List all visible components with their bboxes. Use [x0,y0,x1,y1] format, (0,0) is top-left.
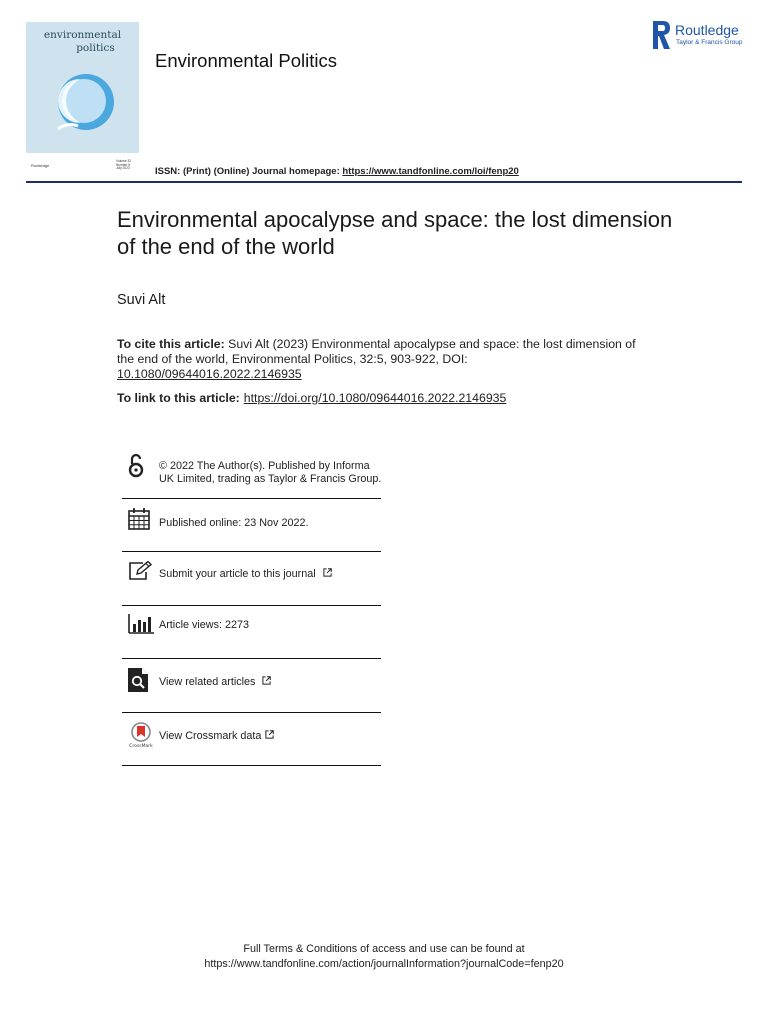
routledge-logo[interactable] [653,21,748,51]
article-title: Environmental apocalypse and space: the lost dimension of the end of the world [117,207,673,259]
cover-artwork [48,74,118,134]
article-views-row [122,606,381,659]
bar-chart-icon [128,614,154,634]
submit-article-label: Submit your article to this journal [159,568,316,580]
crossmark-link[interactable] [159,730,274,743]
article-views: Article views: 2273 [159,619,250,631]
journal-cover [26,22,139,153]
crossmark-row[interactable] [122,713,381,766]
cover-volume-info [116,160,131,171]
license-text: © 2022 The Author(s). Published by Informa UK Limited, trading as Taylor & Francis Group. [159,460,382,485]
edit-icon [128,561,152,581]
cover-title-line2: politics [76,42,115,54]
routledge-r-icon [653,21,671,49]
published-date: Published online: 23 Nov 2022. [159,517,309,529]
cover-title [26,29,139,55]
publisher-name: Routledge [675,22,739,38]
terms-line1: Full Terms & Conditions of access and use can be found at [243,943,525,955]
related-articles-row[interactable] [122,659,381,713]
open-access-icon [128,453,144,479]
issn-line [155,166,519,177]
submit-article-row[interactable] [122,552,381,606]
cover-title-line1: environmental [43,29,122,41]
cite-text: Suvi Alt (2023) Environmental apocalypse and space: the lost dimension of the end of the world, Environmental Politics, 32:5, 903-922, DOI: [117,337,636,366]
link-label: To link to this article: [117,391,240,405]
license-row[interactable] [122,451,381,499]
crossmark-icon [128,722,154,748]
cite-doi-link[interactable]: 10.1080/09644016.2022.2146935 [117,367,302,381]
article-link-line [117,391,506,405]
calendar-icon [128,508,150,530]
related-articles-label: View related articles [159,676,256,688]
article-info-panel [122,451,381,766]
external-link-icon [262,676,271,685]
article-author[interactable]: Suvi Alt [117,292,166,308]
issn-label: ISSN: (Print) (Online) Journal homepage: [155,166,343,177]
citation-block [117,337,637,382]
cover-number: Number 5 [116,162,130,167]
terms-url[interactable]: https://www.tandfonline.com/action/journalInformation?journalCode=fenp20 [204,958,564,970]
external-link-icon [265,730,274,739]
cover-footer [26,160,139,174]
svg-text:CrossMark: CrossMark [129,744,153,748]
journal-name: Environmental Politics [155,50,337,71]
related-articles-link[interactable] [159,676,271,689]
external-link-icon [323,568,332,577]
cite-label: To cite this article: [117,337,225,351]
cover-volume: Volume 32 [116,159,132,163]
published-row [122,499,381,552]
article-doi-link[interactable]: https://doi.org/10.1080/09644016.2022.2146935 [243,391,507,405]
cover-date: July 2023 [116,166,130,170]
related-search-icon [128,668,148,692]
cover-publisher-mark: Routledge [31,163,50,168]
publisher-group: Taylor & Francis Group [676,39,743,46]
submit-article-link[interactable] [159,568,332,581]
journal-homepage-link[interactable]: https://www.tandfonline.com/loi/fenp20 [342,166,519,177]
crossmark-label: View Crossmark data [159,730,262,742]
terms-footer [0,942,768,972]
header-divider [26,181,742,183]
